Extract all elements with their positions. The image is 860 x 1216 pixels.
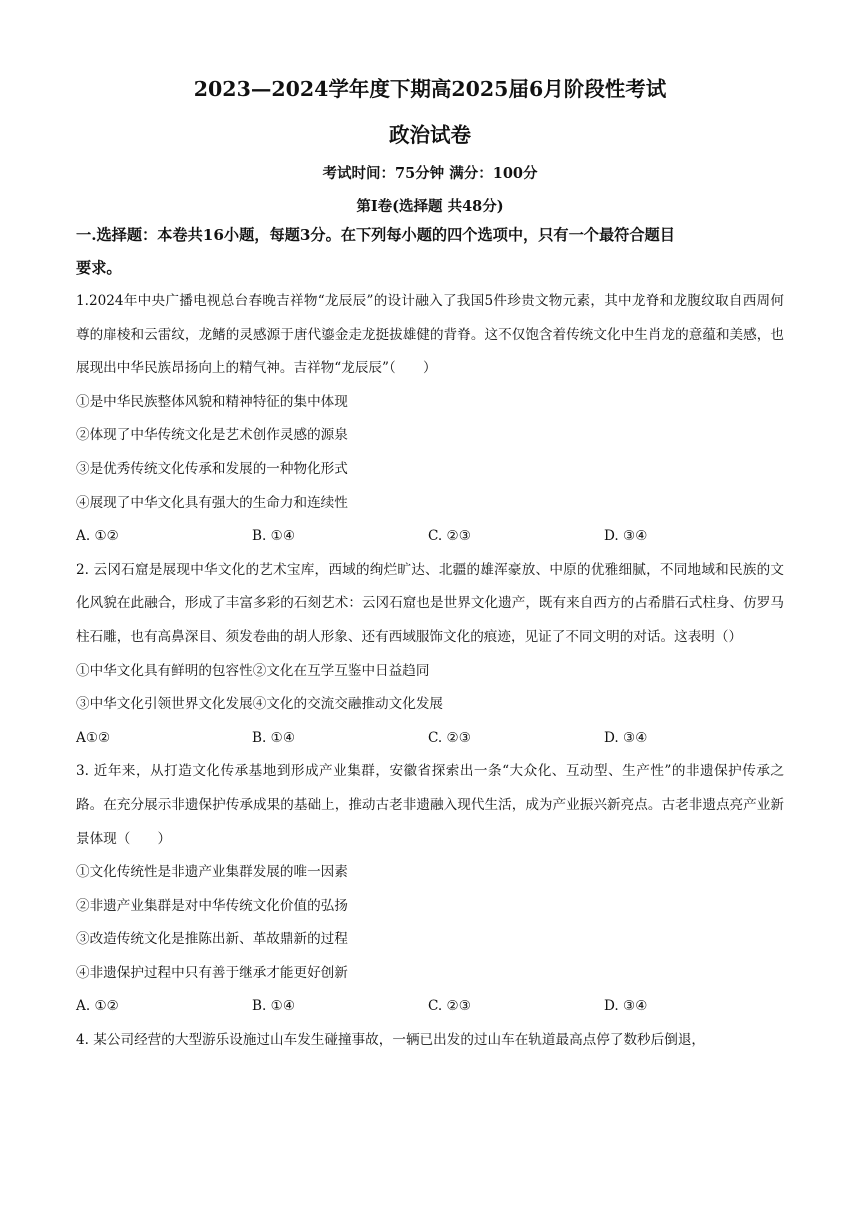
section-heading-line: 要求。 — [76, 259, 122, 277]
answer-options — [76, 990, 784, 1024]
question-4 — [76, 1024, 784, 1058]
question-item: ④非遗保护过程中只有善于继承才能更好创新 — [76, 964, 348, 981]
option-a: A. ①② — [76, 528, 119, 545]
option-a: A. ①② — [76, 998, 119, 1015]
section-heading — [76, 219, 784, 285]
question-item: ③改造传统文化是推陈出新、革故鼎新的过程 — [76, 931, 348, 948]
section-heading-line: 一.选择题：本卷共16小题，每题3分。在下列每小题的四个选项中，只有一个最符合题目 — [76, 226, 675, 244]
option-c: C. ②③ — [428, 528, 471, 545]
option-c: C. ②③ — [428, 998, 471, 1015]
part-heading: 第Ⅰ卷(选择题 共48分) — [356, 198, 504, 215]
question-item: ④展现了中华文化具有强大的生命力和连续性 — [76, 494, 348, 511]
question-stem: 1.2024年中央广播电视总台春晚吉祥物“龙辰辰”的设计融入了我国5件珍贵文物元素，其中龙脊和龙腹纹取自西周何尊的扉棱和云雷纹，龙鳍的灵感源于唐代鎏金走龙挺拔雄健的背脊。这不仅饱含着传统文化中生肖龙的意蕴和美感，也展现出中华民族昂扬向上的精气神。吉祥物“龙辰辰”（ ） — [76, 293, 784, 377]
question-stem: 3. 近年来，从打造文化传承基地到形成产业集群，安徽省探索出一条“大众化、互动型、生产性”的非遗保护传承之路。在充分展示非遗保护传承成果的基础上，推动古老非遗融入现代生活，成为产业振兴新亮点。古老非遗点亮产业新景体现（ ） — [76, 763, 784, 847]
question-item: ①中华文化具有鲜明的包容性②文化在互学互鉴中日益趋同 — [76, 662, 430, 679]
question-item: ②体现了中华传统文化是艺术创作灵感的源泉 — [76, 427, 348, 444]
question-item: ①文化传统性是非遗产业集群发展的唯一因素 — [76, 864, 348, 881]
exam-title: 2023—2024学年度下期高2025届6月阶段性考试 — [193, 77, 667, 101]
option-b: B. ①④ — [252, 998, 296, 1015]
option-a: A①② — [76, 729, 111, 746]
question-2 — [76, 554, 784, 756]
option-b: B. ①④ — [252, 729, 296, 746]
question-item: ③是优秀传统文化传承和发展的一种物化形式 — [76, 460, 348, 477]
option-d: D. ③④ — [604, 998, 648, 1015]
option-d: D. ③④ — [604, 729, 648, 746]
option-d: D. ③④ — [604, 528, 648, 545]
answer-options — [76, 722, 784, 756]
question-item: ③中华文化引领世界文化发展④文化的交流交融推动文化发展 — [76, 696, 444, 713]
exam-meta: 考试时间：75分钟 满分：100分 — [322, 165, 538, 182]
answer-options — [76, 520, 784, 554]
question-stem: 4. 某公司经营的大型游乐设施过山车发生碰撞事故，一辆已出发的过山车在轨道最高点停了数秒后倒退， — [76, 1032, 706, 1049]
question-item: ②非遗产业集群是对中华传统文化价值的弘扬 — [76, 897, 348, 914]
option-c: C. ②③ — [428, 729, 471, 746]
question-item: ①是中华民族整体风貌和精神特征的集中体现 — [76, 393, 348, 410]
question-1 — [76, 285, 784, 554]
exam-subtitle: 政治试卷 — [389, 123, 471, 147]
question-stem: 2. 云冈石窟是展现中华文化的艺术宝库，西域的绚烂旷达、北疆的雄浑豪放、中原的优雅细腻，不同地域和民族的文化风貌在此融合，形成了丰富多彩的石刻艺术：云冈石窟也是世界文化遗产，既有来自西方的占希腊石式柱身、仿罗马柱石雕，也有高鼻深目、须发卷曲的胡人形象、还有西域服饰文化的痕迹，见证了不同文明的对话。这表明（） — [76, 561, 784, 645]
option-b: B. ①④ — [252, 528, 296, 545]
question-3 — [76, 755, 784, 1024]
